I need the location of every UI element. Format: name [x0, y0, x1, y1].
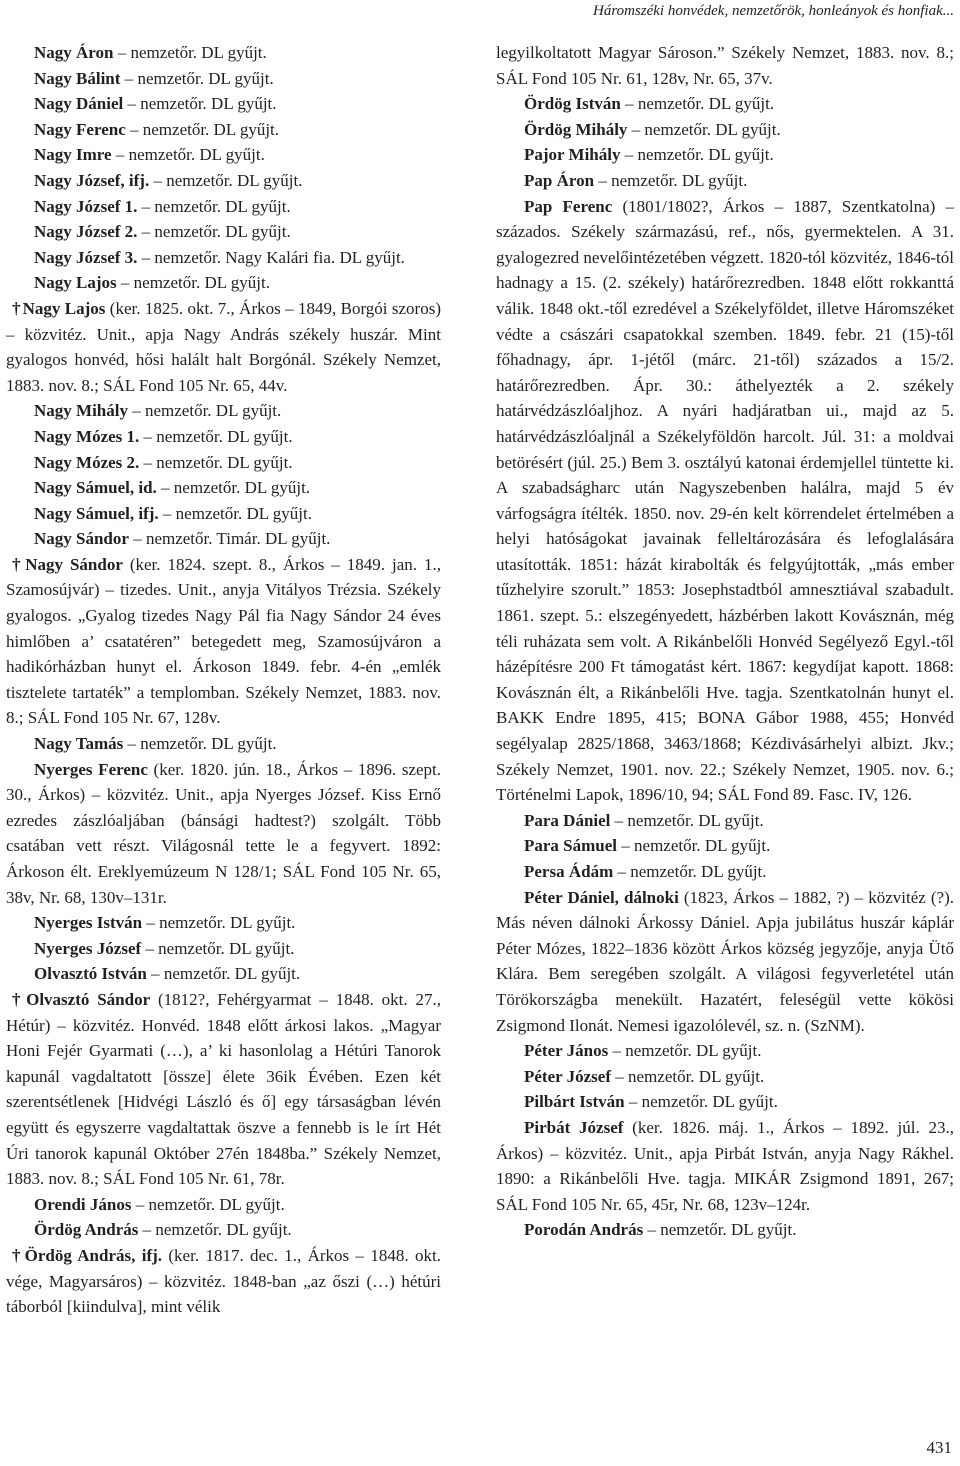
entry-text: – nemzetőr. DL gyűjt. — [113, 43, 267, 62]
entry — [6, 66, 441, 92]
entry-text: – nemzetőr. DL gyűjt. — [620, 145, 774, 165]
entry-name: Nagy Ferenc — [34, 119, 126, 139]
entry-text: – nemzetőr. DL gyűjt. — [137, 196, 291, 216]
entry-name: Péter Dániel, dálnoki — [524, 887, 679, 907]
entry-name: Nagy Sámuel, id. — [34, 478, 157, 498]
entry-name: Ördög András — [34, 1220, 139, 1240]
entry-text: (ker. 1820. jún. 18., Árkos – 1896. szept. 30., Árkos) – közvitéz. Unit., apja Nyerges József. Kiss Ernő ezredes zászlóaljában (bánsági hadtest?) szolgált. Több csatában vett részt. Világosnál tette le a fegyvert. 1892: Árkoson élt. Ereklyemúzeum N 128/1; SÁL Fond 105 Nr. 65, 38v, Nr. 68, 130v–131r. — [6, 759, 442, 907]
entry-text: – nemzetőr. DL gyűjt. — [123, 734, 277, 754]
entry — [496, 859, 954, 885]
entry-text: – nemzetőr. DL gyűjt. — [617, 836, 771, 856]
entry-text: – nemzetőr. DL gyűjt. — [141, 938, 295, 958]
entry — [6, 450, 441, 476]
entry-name: Nagy József, ifj. — [34, 170, 150, 190]
entry-name: Nagy Imre — [34, 145, 112, 165]
entry-text: – nemzetőr. DL gyűjt. — [620, 94, 775, 114]
entry-text: – nemzetőr. Timár. DL gyűjt. — [128, 529, 331, 549]
entry — [6, 117, 441, 143]
entry — [6, 936, 441, 962]
entry-name: Para Dániel — [524, 810, 611, 830]
entry-name: Nagy Tamás — [34, 734, 124, 754]
entry — [496, 40, 954, 91]
entry-name: Olvasztó István — [34, 964, 147, 984]
entry-text: (ker. 1826. máj. 1., Árkos – 1892. júl. 23., Árkos) – közvitéz. Unit., apja Pirbát István, anyja Nagy Rákhel. 1890: a Rikánbelőli Hve. tagja. MIKÁR Zsigmond 1891, 267; SÁL Fond 105 Nr. 65, 45r, Nr. 68, 123v–124r. — [496, 1117, 954, 1214]
entry-text: (ker. 1825. okt. 7., Árkos – 1849, Borgói szoros) – közvitéz. Unit., apja Nagy András székely huszár. Mint gyalogos honvéd, hősi halált halt Borgónál. Székely Nemzet, 1883. nov. 8.; SÁL Fond 105 Nr. 65, 44v. — [6, 298, 441, 395]
entry-name: Nagy Mózes 2. — [34, 452, 140, 472]
entry — [496, 194, 954, 808]
entry-name: Nagy Sándor — [34, 529, 129, 549]
entry-text: – nemzetőr. DL gyűjt. — [142, 913, 296, 933]
entry-name: Nagy Áron — [34, 43, 114, 62]
entry — [496, 833, 954, 859]
entry-name: Pilbárt István — [524, 1092, 625, 1112]
entry-name: Para Sámuel — [524, 836, 618, 856]
entry — [496, 1064, 954, 1090]
entry-name: Pajor Mihály — [524, 145, 621, 165]
entry-text: – nemzetőr. DL gyűjt. — [156, 478, 311, 498]
entry-name: Olvasztó Sándor — [26, 989, 151, 1009]
entry-name: Nagy Sándor — [25, 554, 123, 574]
entry — [6, 219, 441, 245]
entry-name: Pap Ferenc — [524, 196, 613, 216]
entry-text: – nemzetőr. DL gyűjt. — [149, 170, 303, 190]
entry — [6, 526, 441, 552]
entry-name: Nyerges István — [34, 913, 143, 933]
left-column — [6, 40, 441, 1320]
entry-text: – nemzetőr. DL gyűjt. — [146, 964, 301, 984]
entry — [6, 961, 441, 987]
entry-name: Ördög István — [524, 94, 621, 114]
entry — [6, 398, 441, 424]
entry-name: Orendi János — [34, 1194, 132, 1214]
entry — [6, 731, 441, 757]
entry-text: – nemzetőr. DL gyűjt. — [610, 810, 764, 830]
dagger-icon: † — [12, 1245, 23, 1265]
entry-name: Nagy József 2. — [34, 222, 138, 242]
entry — [6, 1243, 441, 1320]
entry — [6, 168, 441, 194]
entry-text: – nemzetőr. DL gyűjt. — [123, 94, 277, 114]
entry-text: – nemzetőr. DL gyűjt. — [139, 426, 293, 446]
entry — [496, 91, 954, 117]
entry-text: (ker. 1824. szept. 8., Árkos – 1849. jan. 1., Szamosújvár) – tizedes. Unit., anyja Vitályos Trézsia. Székely gyalogos. „Gyalog tizedes Nagy Pál fia Nagy Sándor 24 éves himlőben a’ csatatéren” betegedett meg, Szamosújváron a hadikórházban hunyt el. Árkoson 1849. febr. 4-én „emlék tisztelete tartaték” a templomban. Székely Nemzet, 1883. nov. 8.; SÁL Fond 105 Nr. 67, 128v. — [6, 554, 441, 728]
entry — [6, 475, 441, 501]
entry-text: – nemzetőr. DL gyűjt. — [624, 1092, 778, 1112]
entry — [6, 424, 441, 450]
entry — [6, 296, 441, 398]
entry-name: Pap Áron — [524, 170, 595, 190]
entry-name: Nyerges Ferenc — [34, 759, 148, 779]
entry-name: Pirbát József — [524, 1117, 624, 1137]
right-column — [496, 40, 954, 1243]
entry-text: – nemzetőr. Nagy Kalári fia. DL gyűjt. — [137, 247, 405, 267]
entry — [496, 1038, 954, 1064]
entry — [496, 1115, 954, 1217]
entry-text: – nemzetőr. DL gyűjt. — [608, 1041, 762, 1061]
entry-name: Nagy Dániel — [34, 94, 124, 114]
entry-name: Nagy Lajos — [22, 298, 106, 318]
entry — [6, 91, 441, 117]
entry — [496, 168, 954, 194]
entry — [6, 142, 441, 168]
entry-text: – nemzetőr. DL gyűjt. — [594, 170, 748, 190]
entry-name: Ördög Mihály — [524, 119, 628, 139]
entry — [496, 885, 954, 1039]
entry-name: Nagy Bálint — [34, 68, 121, 88]
entry — [6, 552, 441, 731]
entry-name: Péter János — [524, 1041, 609, 1061]
entry-text: – nemzetőr. DL gyűjt. — [643, 1220, 797, 1240]
entry-text: – nemzetőr. DL gyűjt. — [127, 401, 282, 421]
entry-name: Nagy Lajos — [34, 273, 117, 293]
entry-name: Persa Ádám — [524, 862, 614, 881]
entry-name: Nyerges József — [34, 938, 142, 958]
entry — [6, 40, 441, 66]
entry-text: (1823, Árkos – 1882, ?) – közvitéz (?). Más néven dálnoki Árkossy Dániel. Apja jubilátus huszár káplár Péter Mózes, 1822–1836 között Árkos község jegyzője, anyja Ütő Klára. Bem seregében szolgált. A világosi fegyverletétel után Törökországba menekült. Hazatért, feleségül vette kökösi Zsigmond Ilonát. Nemesi igazolólevél, sz. n. (SzNM). — [496, 887, 954, 1035]
entry-text: – nemzetőr. DL gyűjt. — [627, 119, 781, 139]
entry-text: (1812?, Fehérgyarmat – 1848. okt. 27., Hétúr) – közvitéz. Honvéd. 1848 előtt árkosi lakos. „Magyar Honi Fejér Gyarmati (…), a’ ki hasonlolag a Hétúri Tanorok kapunál vagdaltatott [össze] élete 36ik Évében. Ezen két szerentsétlenek [Hidvégi László és ő] egy társaságban lévén együtt és egyszerre vagdaltattak öszve a fennebb is le írt Hét Úri tanorok kapunál Október 27én 1848ba.” Székely Nemzet, 1883. nov. 8.; SÁL Fond 105 Nr. 61, 78r. — [6, 989, 442, 1189]
entry-text: – nemzetőr. DL gyűjt. — [139, 452, 293, 472]
entry-name: Ördög András, ifj. — [24, 1245, 163, 1265]
entry-text: – nemzetőr. DL gyűjt. — [138, 1220, 292, 1240]
entry-text: – nemzetőr. DL gyűjt. — [116, 273, 270, 293]
entry-text: – nemzetőr. DL gyűjt. — [611, 1066, 765, 1086]
entry-text: (1801/1802?, Árkos – 1887, Szentkatolna) – százados. Székely származású, ref., nős, gyermektelen. A 31. gyalogezred nevelőintézetében végzett. 1820-tól közvitéz, 1846-tól hadnagy a 15. (2. székely) határőrezredben. 1848 előtt rokkanttá válik. 1848 okt.-től ezredével a Székelyföldet, illetve Háromszéket védte a császári csapatokkal szemben. 1849. febr. 21 (15)-től főhadnagy, ápr. 1-jétől (márc. 21-től) százados a 15/2. határőrezredben. Ápr. 30.: áthelyezték a 2. székely határvédzászlóaljhoz. A nyári hadjáratban ui., majd az 5. határvédzászlóaljnál a Székelyföldön harcolt. Júl. 31: a moldvai betörésért (júl. 25.) Bem 3. osztályú katonai érdemjellel tüntette ki. A szabadságharc után Nagyszebenben halálra, majd 5 év várfogságra ítélték. 1850. nov. 29-én kelt körrendelet értelmében a helyi hatóságokat javainak felleltározására és lefoglalására utasították. 1851: házát kirabolták és felgyújtották, „más ember tűzhelyire szorult.” 1853: Josephstadtból amnesztiával szabadult. 1861. szept. 5.: elszegényedett, házbérben lakott Kovásznán, még téli ruházata sem volt. A Rikánbelőli Honvéd Segélyező Egyl.-től házépítésre 200 Ft támogatást kért. 1867: kegydíjat kapott. 1868: Kovásznán élt, a Rikánbelőli Hve. tagja. Szentkatolnán hunyt el. BAKK Endre 1895, 415; BONA Gábor 1988, 455; Honvéd segélyalap 2825/1868, 3463/1868; Kézdivásárhelyi albizt. Jkv.; Székely Nemzet, 1901. nov. 22.; Székely Nemzet, 1905. nov. 6.; Történelmi Lapok, 1896/10, 94; SÁL Fond 89. Fasc. IV, 126. — [496, 196, 954, 805]
entry — [496, 142, 954, 168]
entry-name: Péter József — [524, 1066, 611, 1086]
dagger-icon: † — [12, 554, 24, 574]
entry — [6, 501, 441, 527]
entry-text: – nemzetőr. DL gyűjt. — [131, 1194, 285, 1214]
entry — [496, 1089, 954, 1115]
entry-text: legyilkoltatott Magyar Sároson.” Székely Nemzet, 1883. nov. 8.; SÁL Fond 105 Nr. 61, 128v, Nr. 65, 37v. — [496, 43, 954, 88]
entry-name: Nagy Mihály — [34, 401, 128, 421]
entry — [6, 910, 441, 936]
entry-name: Nagy Mózes 1. — [34, 426, 140, 446]
entry-name: Nagy Sámuel, ifj. — [34, 503, 159, 523]
entry-text: – nemzetőr. DL gyűjt. — [120, 68, 274, 88]
entry — [496, 1217, 954, 1243]
page-number: 431 — [926, 1438, 952, 1457]
entry-text: – nemzetőr. DL gyűjt. — [125, 119, 280, 139]
running-head: Háromszéki honvédek, nemzetőrök, honleányok és honfiak... — [592, 3, 954, 19]
dagger-icon: † — [12, 989, 25, 1009]
entry — [6, 245, 441, 271]
entry — [6, 1217, 441, 1243]
entry — [6, 1192, 441, 1218]
entry-name: Nagy József 1. — [34, 196, 138, 216]
entry-text: – nemzetőr. DL gyűjt. — [111, 145, 265, 165]
entry — [496, 117, 954, 143]
entry-text: – nemzetőr. DL gyűjt. — [137, 222, 291, 242]
entry-text: (ker. 1817. dec. 1., Árkos – 1848. okt. vége, Magyarsáros) – közvitéz. 1848-ban „az őszi (…) hétúri táborból [kiindulva], mint vélik — [6, 1245, 441, 1317]
entry-name: Porodán András — [524, 1220, 644, 1240]
entry — [6, 270, 441, 296]
entry-name: Nagy József 3. — [34, 247, 138, 267]
entry — [6, 987, 441, 1192]
entry-text: – nemzetőr. DL gyűjt. — [158, 503, 312, 523]
entry — [496, 808, 954, 834]
dagger-icon: † — [12, 298, 21, 318]
entry — [6, 194, 441, 220]
entry-text: – nemzetőr. DL gyűjt. — [613, 862, 767, 881]
entry — [6, 757, 441, 911]
